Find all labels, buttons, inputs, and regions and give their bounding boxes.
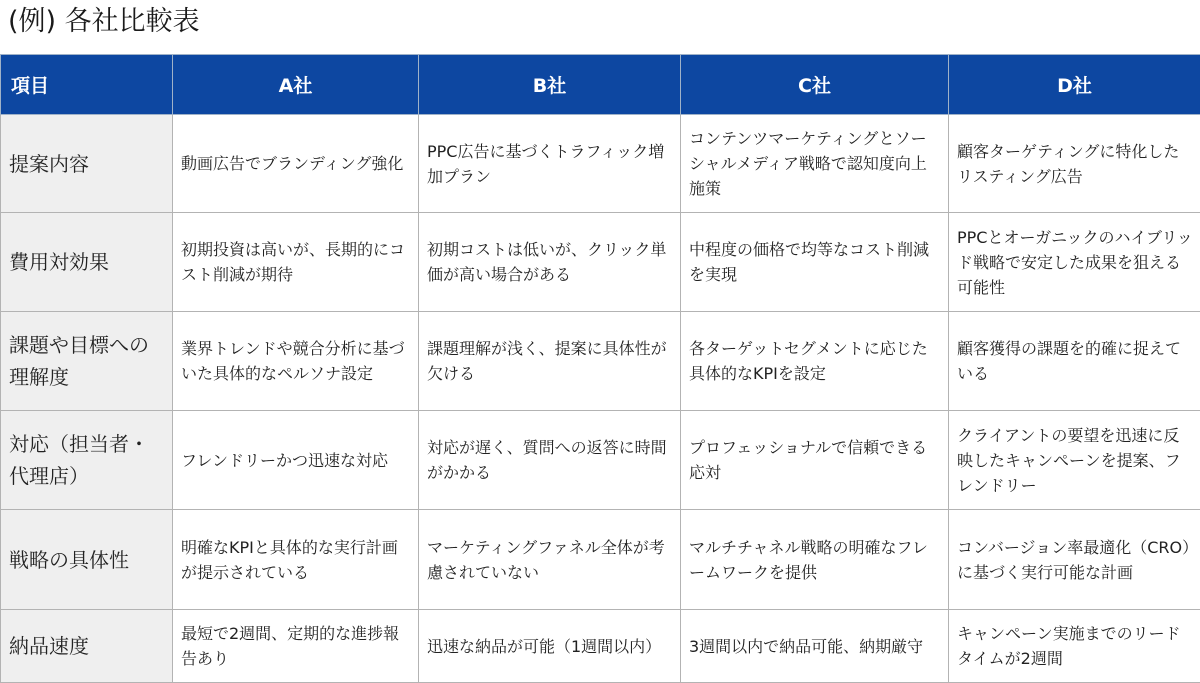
cell-company-d: 顧客ターゲティングに特化したリスティング広告 <box>949 115 1200 213</box>
table-row <box>1 510 1200 610</box>
cell-company-a: 明確なKPIと具体的な実行計画が提示されている <box>173 510 419 610</box>
row-label: 提案内容 <box>1 115 173 213</box>
cell-company-c: コンテンツマーケティングとソーシャルメディア戦略で認知度向上施策 <box>681 115 949 213</box>
cell-company-a: 業界トレンドや競合分析に基づいた具体的なペルソナ設定 <box>173 312 419 411</box>
cell-company-d: 顧客獲得の課題を的確に捉えている <box>949 312 1200 411</box>
cell-company-a: 初期投資は高いが、長期的にコスト削減が期待 <box>173 213 419 312</box>
cell-company-b: 迅速な納品が可能（1週間以内） <box>419 610 681 683</box>
comparison-table <box>0 54 1200 683</box>
page-title: (例) 各社比較表 <box>8 4 200 40</box>
row-label: 戦略の具体性 <box>1 510 173 610</box>
header-row <box>1 55 1200 115</box>
table-row <box>1 312 1200 411</box>
table-row <box>1 610 1200 683</box>
cell-company-d: キャンペーン実施までのリードタイムが2週間 <box>949 610 1200 683</box>
cell-company-c: プロフェッショナルで信頼できる応対 <box>681 411 949 510</box>
cell-company-c: マルチチャネル戦略の明確なフレームワークを提供 <box>681 510 949 610</box>
header-item: 項目 <box>1 55 173 115</box>
row-label: 対応（担当者・代理店） <box>1 411 173 510</box>
cell-company-b: PPC広告に基づくトラフィック増加プラン <box>419 115 681 213</box>
cell-company-a: 動画広告でブランディング強化 <box>173 115 419 213</box>
header-company-a: A社 <box>173 55 419 115</box>
table-row <box>1 411 1200 510</box>
cell-company-b: 課題理解が浅く、提案に具体性が欠ける <box>419 312 681 411</box>
cell-company-c: 3週間以内で納品可能、納期厳守 <box>681 610 949 683</box>
cell-company-a: 最短で2週間、定期的な進捗報告あり <box>173 610 419 683</box>
cell-company-c: 各ターゲットセグメントに応じた具体的なKPIを設定 <box>681 312 949 411</box>
header-company-b: B社 <box>419 55 681 115</box>
table-row <box>1 115 1200 213</box>
table-row <box>1 213 1200 312</box>
cell-company-a: フレンドリーかつ迅速な対応 <box>173 411 419 510</box>
cell-company-b: 対応が遅く、質問への返答に時間がかかる <box>419 411 681 510</box>
cell-company-b: マーケティングファネル全体が考慮されていない <box>419 510 681 610</box>
cell-company-d: PPCとオーガニックのハイブリッド戦略で安定した成果を狙える可能性 <box>949 213 1200 312</box>
header-company-d: D社 <box>949 55 1200 115</box>
cell-company-b: 初期コストは低いが、クリック単価が高い場合がある <box>419 213 681 312</box>
cell-company-c: 中程度の価格で均等なコスト削減を実現 <box>681 213 949 312</box>
cell-company-d: コンバージョン率最適化（CRO）に基づく実行可能な計画 <box>949 510 1200 610</box>
row-label: 納品速度 <box>1 610 173 683</box>
row-label: 費用対効果 <box>1 213 173 312</box>
row-label: 課題や目標への理解度 <box>1 312 173 411</box>
cell-company-d: クライアントの要望を迅速に反映したキャンペーンを提案、フレンドリー <box>949 411 1200 510</box>
header-company-c: C社 <box>681 55 949 115</box>
